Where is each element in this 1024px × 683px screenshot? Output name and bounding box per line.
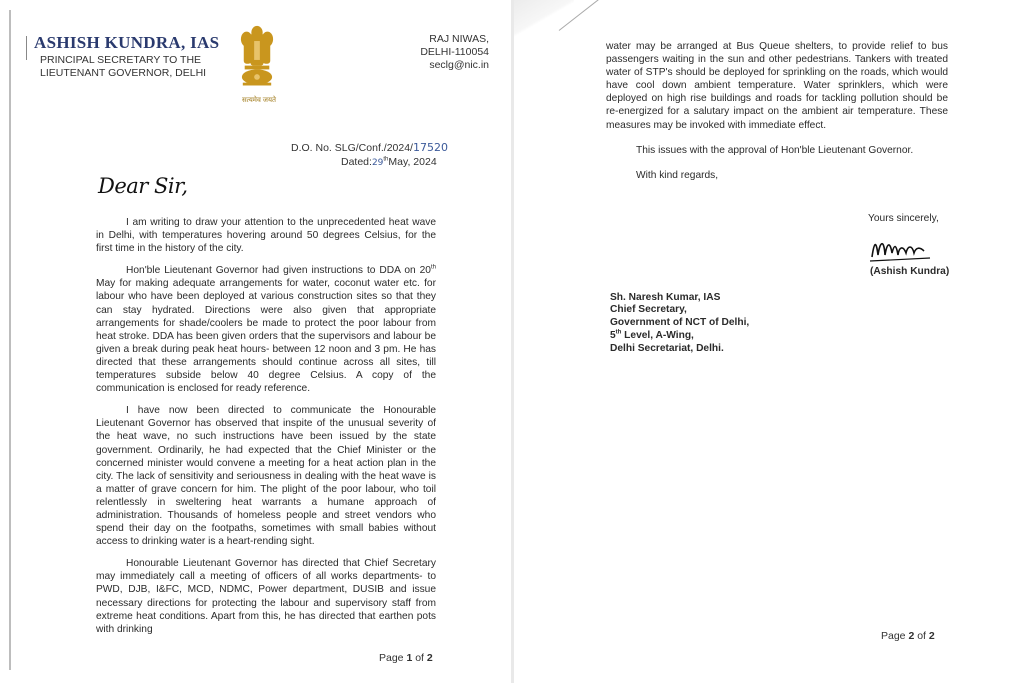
letterhead-address [420, 33, 489, 72]
reference-number-handwritten: 17520 [412, 141, 448, 154]
continuation-paragraph: water may be arranged at Bus Queue shelters, to provide relief to bus passengers waiting in the sun and other pedestrians. Tankers with treated water of STP's should be deployed for sprinkling on the roads, which would have cool down ambient temperature. Water sprinklers, which were deployed on high rise buildings and roads for tackling pollution should be re-energized for a salutary impact on the ambient air temperature. These measures may be invoked with immediate effect. [606, 41, 948, 131]
emblem-motto: सत्यमेव जयते [241, 97, 277, 104]
paragraph-2-sup: th [430, 264, 436, 271]
recipient-address [610, 292, 948, 356]
recipient-level-rest: Level, A-Wing, [621, 330, 694, 342]
page-current: 1 [406, 652, 413, 664]
letter-page-1 [0, 0, 511, 683]
recipient-line2: Chief Secretary, [610, 304, 687, 316]
paragraph-2-part-b: May for making adequate arrangements for water, coconut water etc. for labour who have been deployed at various construction sites so that they can stay hydrated. Directions were also given that appropriate arrangements for shade/coolers be made to protect the poor labour from heat stroke. DDA has been given orders that the supervisors and labour be given a break during peak heat hours- between 12 noon and 3 pm. He has directed that these arrangements should continue across all sites, till temperatures subside below 40 degree Celsius. A copy of the communication is enclosed for ready reference. [96, 278, 436, 395]
recipient-line4 [610, 330, 948, 343]
page-total: 2 [928, 630, 935, 642]
paragraph-1: I am writing to draw your attention to the unprecedented heat wave in Delhi, with temperatures hovering around 50 degrees Celsius, for the first time in the history of the city. [96, 217, 436, 255]
date-rest: May, 2024 [388, 156, 437, 168]
address-line2: DELHI-110054 [420, 46, 489, 58]
reference-prefix: D.O. No. SLG/Conf./2024/ [291, 142, 413, 154]
approval-line: This issues with the approval of Hon'ble Lieutenant Governor. [636, 144, 914, 156]
scan-edge-line [9, 10, 11, 670]
page-number-2 [881, 630, 935, 643]
letterhead-designation-line2: LIEUTENANT GOVERNOR, DELHI [40, 67, 207, 79]
national-emblem-icon [238, 24, 276, 94]
page-of: of [917, 630, 926, 642]
signature-icon [868, 233, 932, 263]
page-current: 2 [908, 630, 915, 642]
address-email: seclg@nic.in [429, 59, 489, 71]
letter-page-2 [514, 0, 1024, 683]
address-line1: RAJ NIWAS, [429, 33, 489, 45]
page-number-1 [379, 652, 433, 665]
paragraph-2-part-a: Hon'ble Lieutenant Governor had given instructions to DDA on 20 [126, 265, 431, 277]
recipient-level-number: 5 [610, 330, 616, 342]
page-fold-corner [514, 0, 574, 40]
letter-body-page-2 [606, 40, 948, 356]
recipient-line3: Government of NCT of Delhi, [610, 317, 750, 329]
signatory-name: (Ashish Kundra) [870, 265, 950, 277]
regards-line: With kind regards, [636, 169, 719, 181]
letterhead-designation-line1: PRINCIPAL SECRETARY TO THE [40, 54, 202, 66]
closing-line: Yours sincerely, [868, 212, 939, 224]
paragraph-2 [96, 264, 436, 395]
paragraph-3: I have now been directed to communicate the Honourable Lieutenant Governor has observed that inspite of the unusual severity of the heat wave, no such instructions have been issued by the state government. Ordinarily, he had expected that the Chief Minister or the concerned minister would convene a meeting for a heat action plan in the city. The lack of sensitivity and seriousness in dealing with the heat wave is a matter of grave concern for him. The plight of the poor labour, who toil relentlessly in sweltering heat warrants a humane approach of administration. Thousands of homeless people and street vendors who spend their day on the footpaths, sometimes with small babies without access to drinking water is a heart-rending sight. [96, 405, 436, 548]
letterhead-name: ASHISH KUNDRA, IAS [34, 33, 220, 52]
signature-block [868, 233, 948, 263]
date-day-handwritten: 29 [371, 158, 384, 168]
date-day-suffix: th [383, 156, 389, 163]
letter-date [341, 156, 437, 170]
page-total: 2 [426, 652, 433, 664]
letter-body-page-1 [96, 216, 436, 645]
page-label: Page [379, 652, 404, 664]
page-label: Page [881, 630, 906, 642]
paragraph-4: Honourable Lieutenant Governor has directed that Chief Secretary may immediately call a meeting of officers of all works departments- to PWD, DJB, I&FC, MCD, NDMC, Power department, DUSIB and issue necessary directions for protecting the labour and supervisory staff from extreme heat conditions. Apart from this, he has directed that earthen pots with drinking [96, 558, 436, 635]
reference-number [291, 141, 448, 155]
dated-label: Dated: [341, 156, 372, 168]
salutation: Dear Sir, [98, 174, 188, 198]
page-of: of [415, 652, 424, 664]
recipient-line5: Delhi Secretariat, Delhi. [610, 342, 724, 354]
recipient-line1: Sh. Naresh Kumar, IAS [610, 291, 721, 303]
recipient-level-sup: th [615, 329, 622, 336]
letterhead-rule [26, 36, 27, 60]
